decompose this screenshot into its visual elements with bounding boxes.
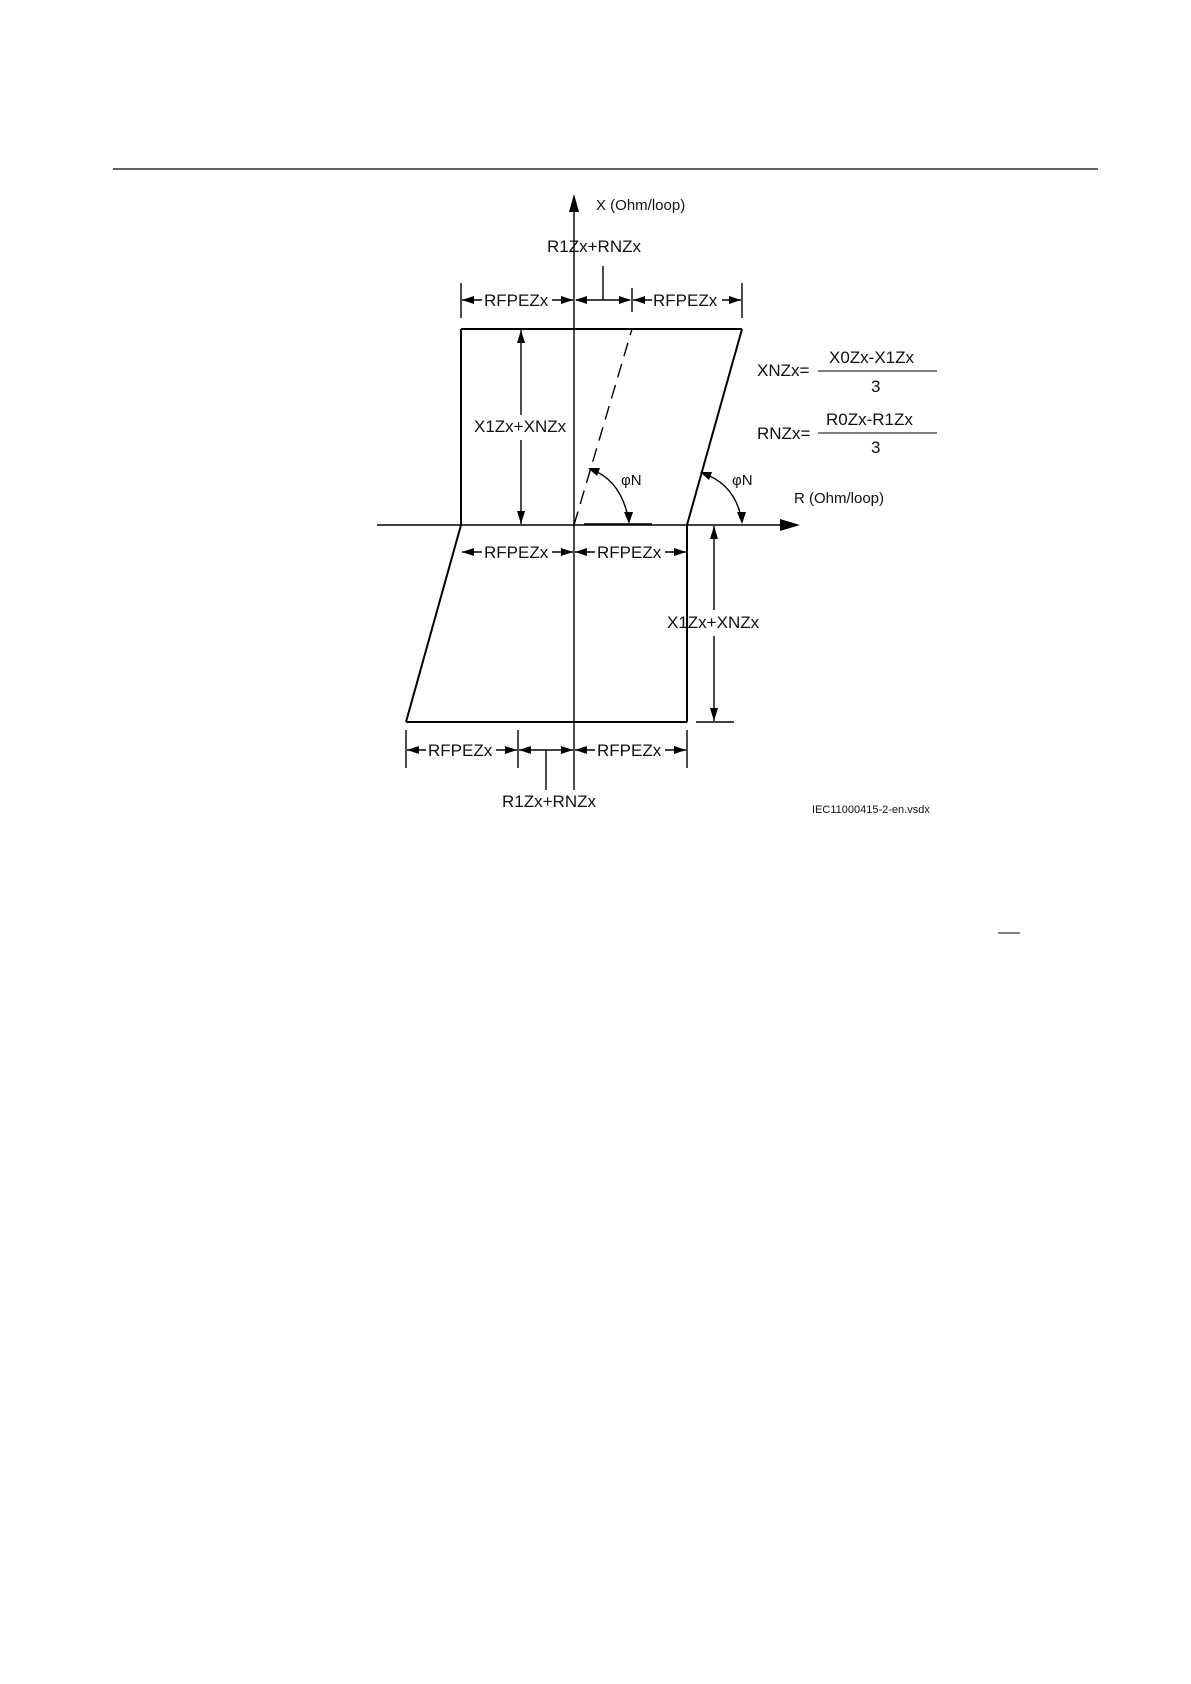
arrow-rfpe-mid-left-l [462,548,474,556]
x-axis-label: X (Ohm/loop) [596,197,686,214]
lower-left-slanted-edge [406,525,461,722]
formula-rn-lhs: RNZx= [757,424,811,443]
arrow-rfpe-bot-left-l [407,746,419,754]
label-rfpe-top-right: RFPEZx [653,291,718,310]
arrow-rfpe-mid-right-r [674,548,686,556]
arrow-angle-right-start [700,472,712,480]
r-axis-arrowhead [780,519,800,531]
formula-xn-denominator: 3 [871,377,881,396]
figure-id: IEC11000415-2-en.vsdx [812,804,930,816]
arrow-rfpe-mid-right-l [575,548,587,556]
label-rfpe-bot-left: RFPEZx [428,741,493,760]
r-axis-label: R (Ohm/loop) [794,490,885,507]
arrow-x1-xn-lower-bottom [710,708,718,721]
label-x1-xn-lower: X1Zx+XNZx [667,613,760,632]
arrow-rfpe-bot-right-l [575,746,587,754]
arrow-angle-left-end [624,512,633,524]
arrow-rfpe-top-right-l [633,296,645,304]
arrow-angle-right-end [737,512,746,524]
arrow-r1-rn-top-left [575,296,587,304]
x-axis-arrowhead [569,194,579,212]
label-r1-rn-top: R1Zx+RNZx [547,237,641,256]
formula-xn-numerator: X0Zx-X1Zx [829,348,915,367]
label-rfpe-bot-right: RFPEZx [597,741,662,760]
label-r1-rn-bottom: R1Zx+RNZx [502,792,596,811]
arrow-rfpe-mid-left-r [561,548,573,556]
label-rfpe-mid-right: RFPEZx [597,543,662,562]
arrow-x1-xn-lower-top [710,526,718,539]
label-phi-left: φN [621,472,642,489]
label-rfpe-mid-left: RFPEZx [484,543,549,562]
label-phi-right: φN [732,472,753,489]
formula-xn-lhs: XNZx= [757,361,810,380]
arrow-r1-rn-bottom-right [561,746,573,754]
arrow-x1-xn-upper-bottom [517,511,525,524]
arrow-rfpe-top-left-l [462,296,474,304]
formula-rn-denominator: 3 [871,438,881,457]
arrow-rfpe-top-left-r [561,296,573,304]
arrow-rfpe-bot-left-r [505,746,517,754]
label-rfpe-top-left: RFPEZx [484,291,549,310]
line-angle-dashed-line [574,329,632,525]
arrow-rfpe-top-right-r [729,296,741,304]
arrow-rfpe-bot-right-r [674,746,686,754]
label-x1-xn-upper: X1Zx+XNZx [474,417,567,436]
upper-right-slanted-edge [687,329,742,525]
arrow-x1-xn-upper-top [517,330,525,343]
arrow-r1-rn-bottom-left [519,746,531,754]
arrow-r1-rn-top-right [619,296,631,304]
formula-rn-numerator: R0Zx-R1Zx [826,410,913,429]
